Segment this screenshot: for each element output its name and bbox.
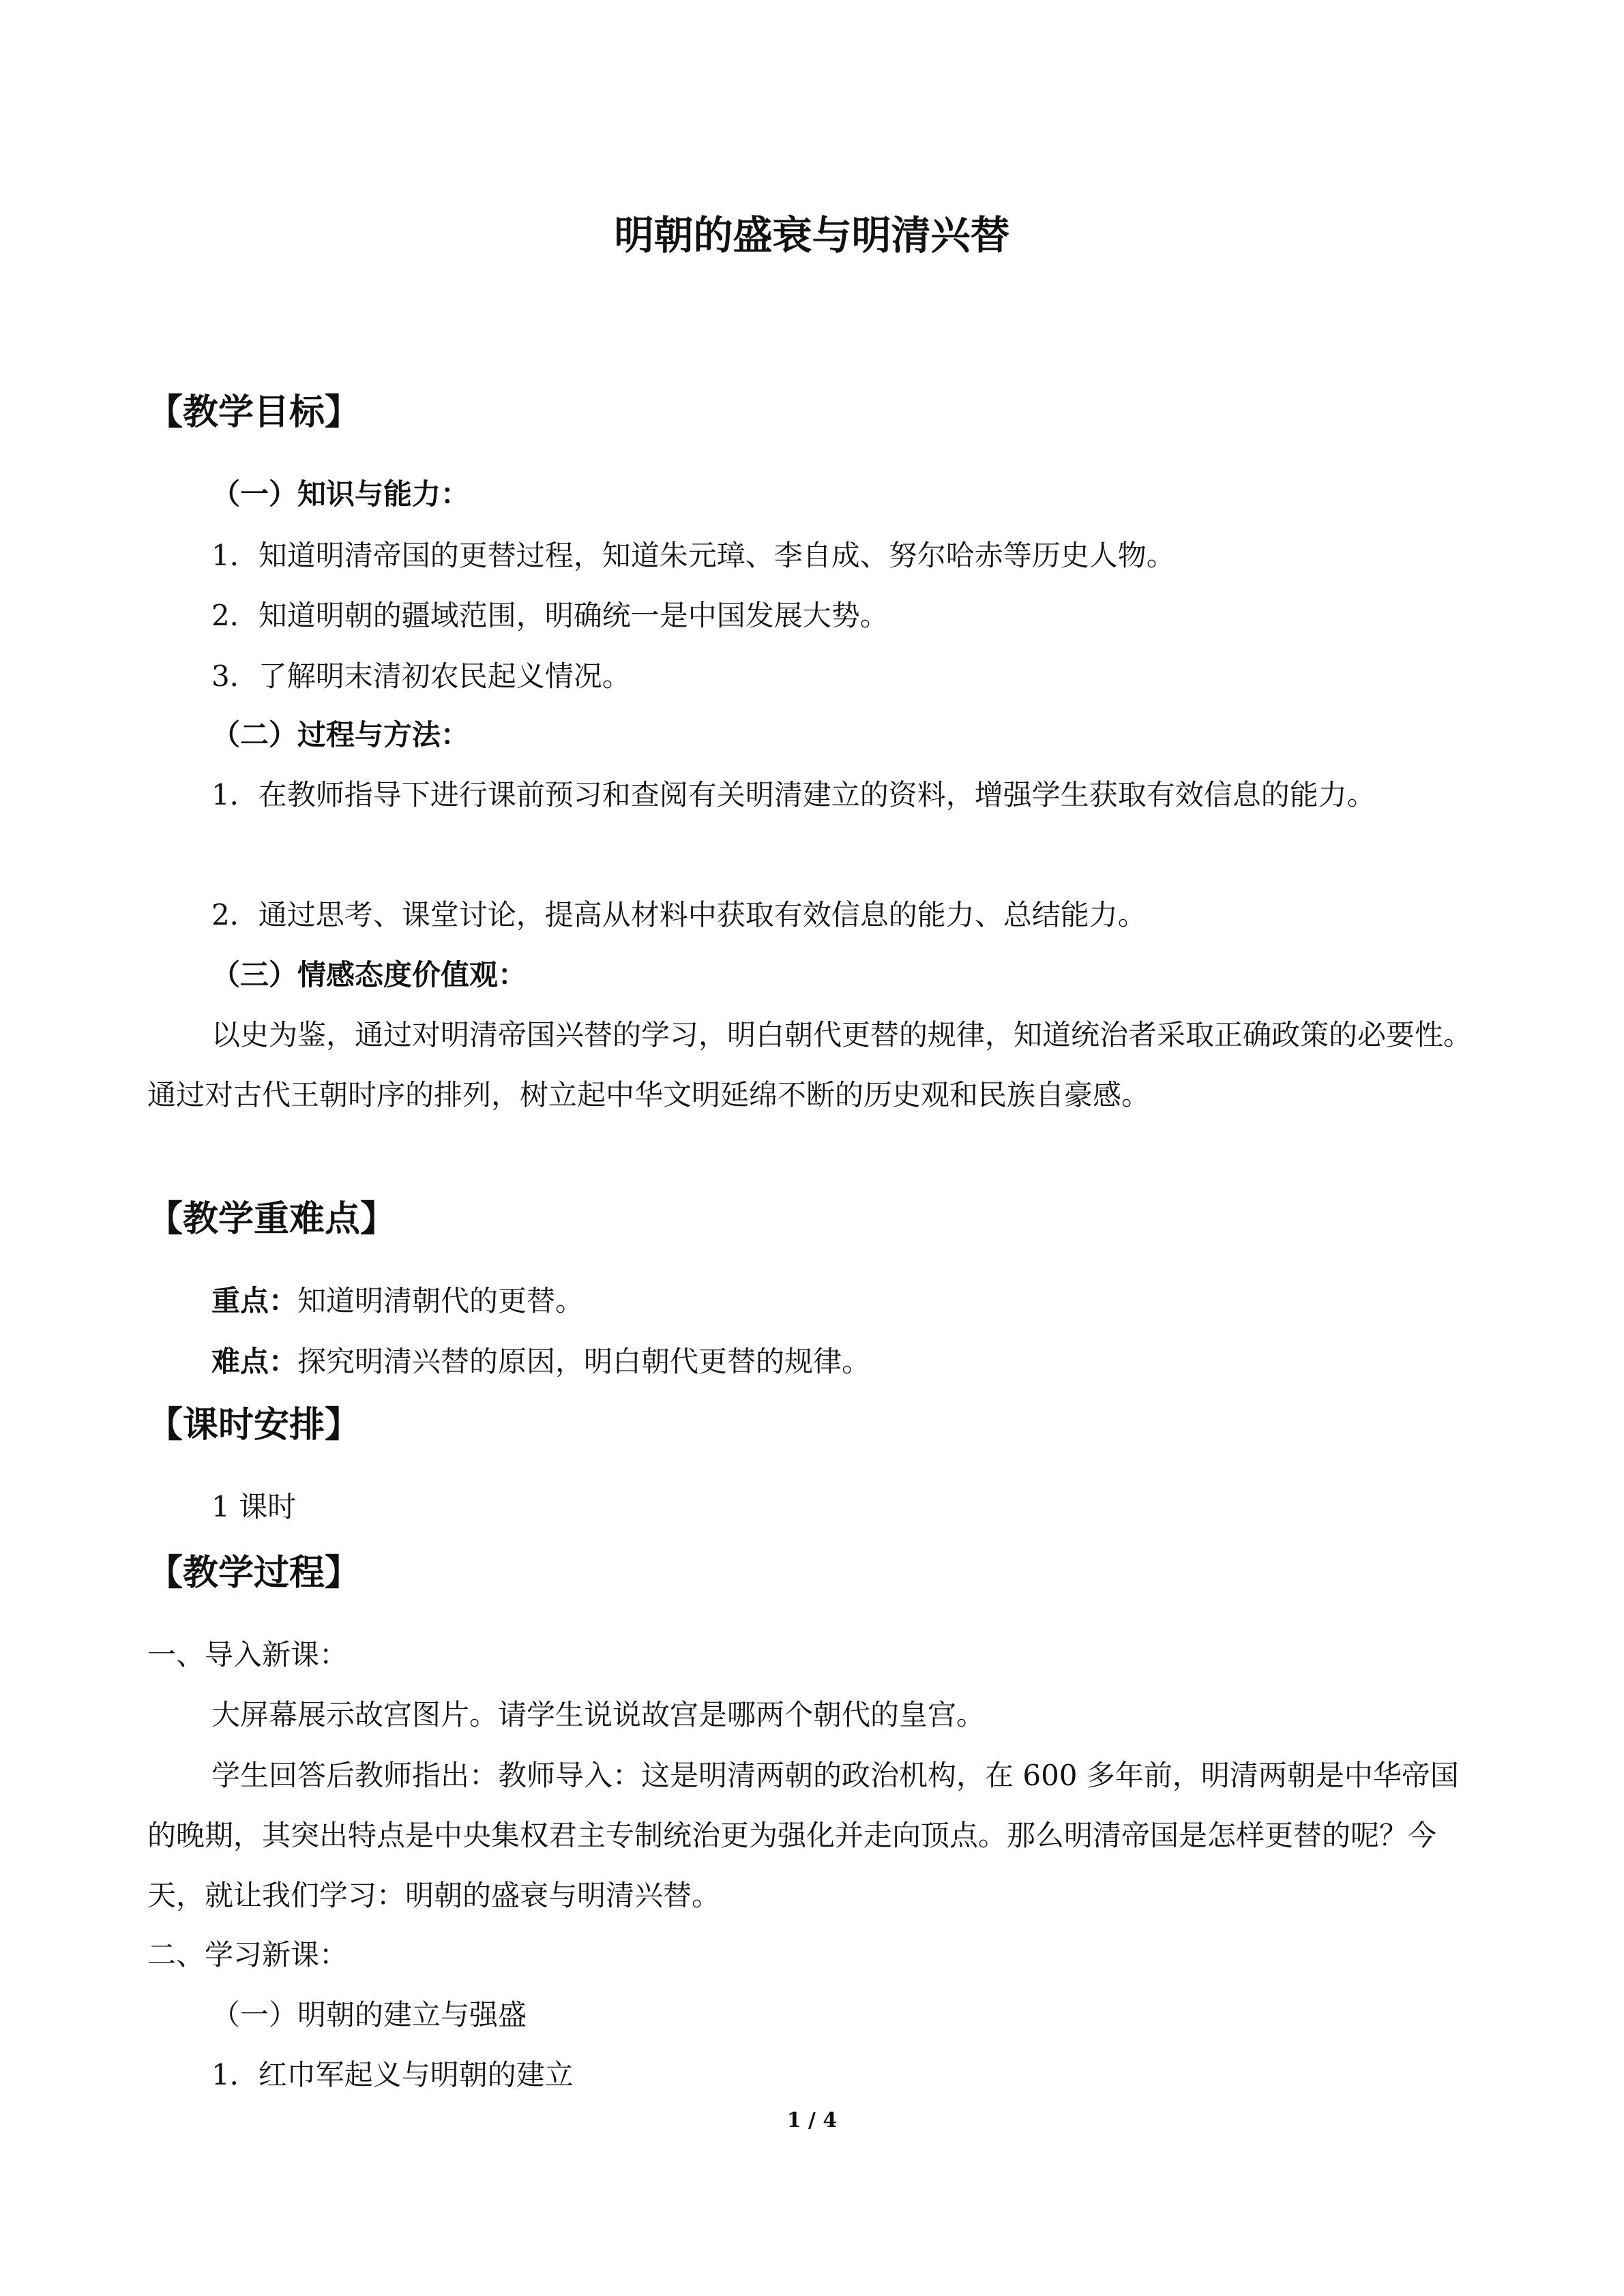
teaching-process-heading: 【教学过程】: [147, 1553, 361, 1594]
objectives-heading: 【教学目标】: [147, 392, 361, 433]
difficult-point-label: 难点：: [211, 1345, 298, 1378]
values-subheading: （三）情感态度价值观：: [211, 958, 527, 992]
section-1-item-1: 1．红巾军起义与明朝的建立: [211, 2058, 574, 2091]
intro-label: 一、导入新课：: [147, 1638, 349, 1671]
schedule-text: 1 课时: [211, 1490, 297, 1523]
intro-paragraph-2: 学生回答后教师指出：教师导入：这是明清两朝的政治机构，在 600 多年前，明清两朝是中华帝国的晚期，其突出特点是中央集权君主专制统治更为强化并走向顶点。那么明清帝国是怎样更替的呢？今天，就让我们学习：明朝的盛衰与明清兴替。: [147, 1759, 1459, 1912]
section-1-heading: （一）明朝的建立与强盛: [211, 1998, 527, 2031]
schedule-heading: 【课时安排】: [147, 1405, 361, 1446]
key-point-label: 重点：: [211, 1284, 298, 1317]
values-paragraph: 以史为鉴，通过对明清帝国兴替的学习，明白朝代更替的规律，知道统治者采取正确政策的必要性。通过对古代王朝时序的排列，树立起中华文明延绵不断的历史观和民族自豪感。: [147, 1018, 1473, 1112]
key-point-line: [211, 1277, 584, 1325]
process-subheading: （二）过程与方法：: [211, 718, 470, 751]
knowledge-item-2: 2．知道明朝的疆域范围，明确统一是中国发展大势。: [211, 599, 889, 632]
page-title: 明朝的盛衰与明清兴替: [614, 212, 1010, 258]
page-number: 1 / 4: [786, 2108, 838, 2132]
knowledge-item-3: 3．了解明末清初农民起义情况。: [211, 659, 631, 693]
key-points-heading: 【教学重难点】: [147, 1199, 396, 1240]
process-item-1: 1．在教师指导下进行课前预习和查阅有关明清建立的资料，增强学生获取有效信息的能力。: [211, 778, 1376, 811]
process-item-2: 2．通过思考、课堂讨论，提高从材料中获取有效信息的能力、总结能力。: [211, 898, 1147, 931]
key-point-text: 知道明清朝代的更替。: [297, 1284, 585, 1317]
new-lesson-label: 二、学习新课：: [147, 1938, 349, 1971]
knowledge-item-1: 1．知道明清帝国的更替过程，知道朱元璋、李自成、努尔哈赤等历史人物。: [211, 539, 1175, 572]
knowledge-subheading: （一）知识与能力：: [211, 477, 470, 511]
difficult-point-text: 探究明清兴替的原因，明白朝代更替的规律。: [297, 1345, 871, 1378]
intro-paragraph-1: 大屏幕展示故宫图片。请学生说说故宫是哪两个朝代的皇宫。: [211, 1698, 986, 1731]
difficult-point-line: [211, 1338, 870, 1386]
